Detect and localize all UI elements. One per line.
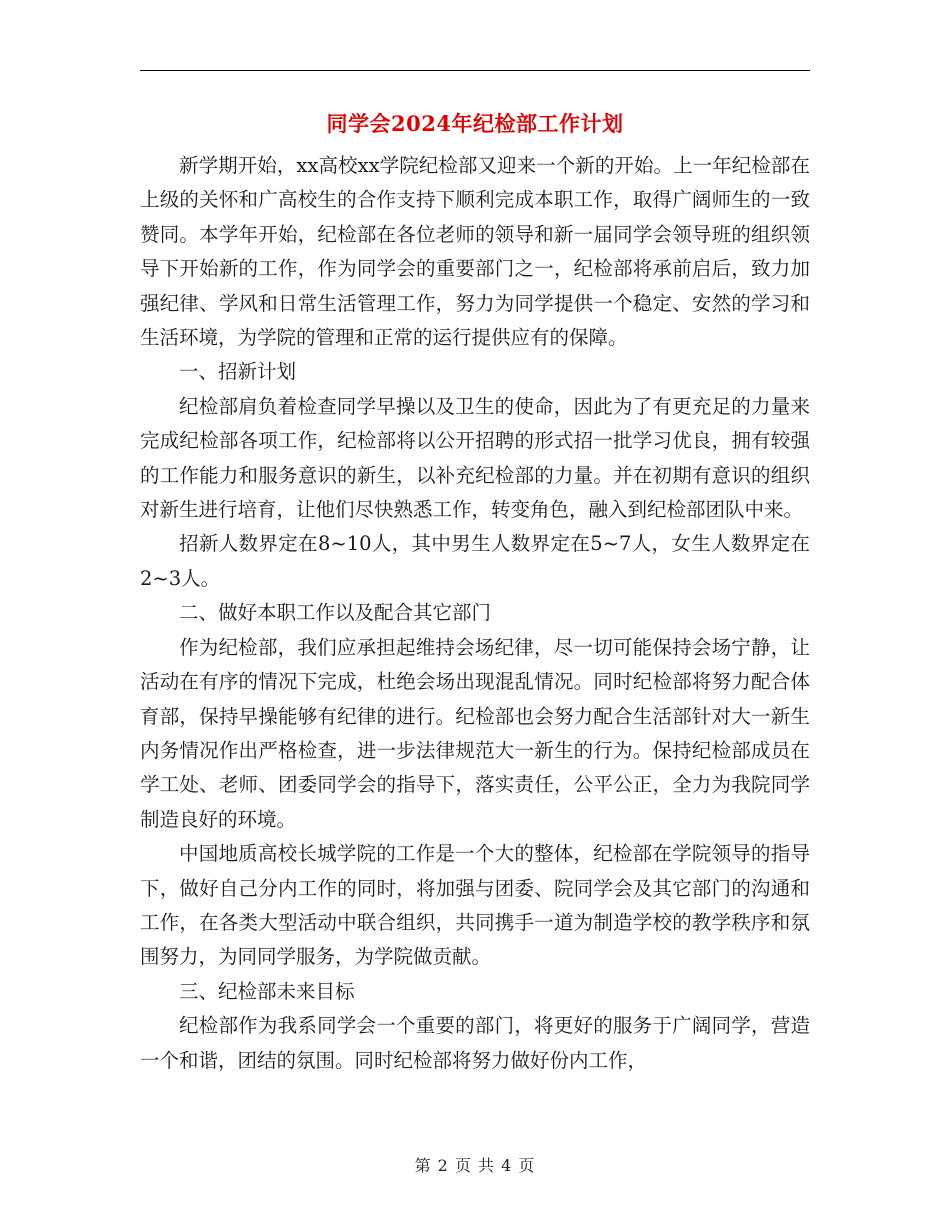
paragraph-intro: 新学期开始，xx高校xx学院纪检部又迎来一个新的开始。上一年纪检部在上级的关怀和广高校生的合作支持下顺利完成本职工作，取得广阔师生的一致赞同。本学年开始，纪检部在各位老师的领导和新一届同学会领导班的组织领导下开始新的工作，作为同学会的重要部门之一，纪检部将承前启后，致力加强纪律、学风和日常生活管理工作，努力为同学提供一个稳定、安然的学习和生活环境，为学院的管理和正常的运行提供应有的保障。 xyxy=(140,154,810,350)
paragraph-goals: 纪检部作为我系同学会一个重要的部门，将更好的服务于广阔同学，营造一个和谐，团结的氛围。同时纪检部将努力做好份内工作， xyxy=(140,1014,810,1072)
document-body xyxy=(140,149,810,1078)
paragraph-recruitment-quota: 招新人数界定在8~10人，其中男生人数界定在5~7人，女生人数界定在2~3人。 xyxy=(140,532,810,590)
section-heading-duties: 二、做好本职工作以及配合其它部门 xyxy=(179,601,492,625)
header-rule xyxy=(140,70,810,71)
section-heading-recruitment: 一、招新计划 xyxy=(179,360,297,384)
page-number: 第 2 页 共 4 页 xyxy=(414,1156,536,1175)
document-title: 同学会2024年纪检部工作计划 xyxy=(326,111,624,136)
paragraph-recruitment: 纪检部肩负着检查同学早操以及卫生的使命，因此为了有更充足的力量来完成纪检部各项工作，纪检部将以公开招聘的形式招一批学习优良，拥有较强的工作能力和服务意识的新生，以补充纪检部的力量。并在初期有意识的组织对新生进行培育，让他们尽快熟悉工作，转变角色，融入到纪检部团队中来。 xyxy=(140,394,810,522)
section-heading-goals: 三、纪检部未来目标 xyxy=(179,979,355,1003)
paragraph-duties: 作为纪检部，我们应承担起维持会场纪律，尽一切可能保持会场宁静，让活动在有序的情况下完成，杜绝会场出现混乱情况。同时纪检部将努力配合体育部，保持早操能够有纪律的进行。纪检部也会努力配合生活部针对大一新生内务情况作出严格检查，进一步法律规范大一新生的行为。保持纪检部成员在学工处、老师、团委同学会的指导下，落实责任，公平公正，全力为我院同学制造良好的环境。 xyxy=(140,635,810,831)
paragraph-cooperation: 中国地质高校长城学院的工作是一个大的整体，纪检部在学院领导的指导下，做好自己分内工作的同时，将加强与团委、院同学会及其它部门的沟通和工作，在各类大型活动中联合组织，共同携手一道为制造学校的教学秩序和氛围努力，为同同学服务，为学院做贡献。 xyxy=(140,842,810,969)
